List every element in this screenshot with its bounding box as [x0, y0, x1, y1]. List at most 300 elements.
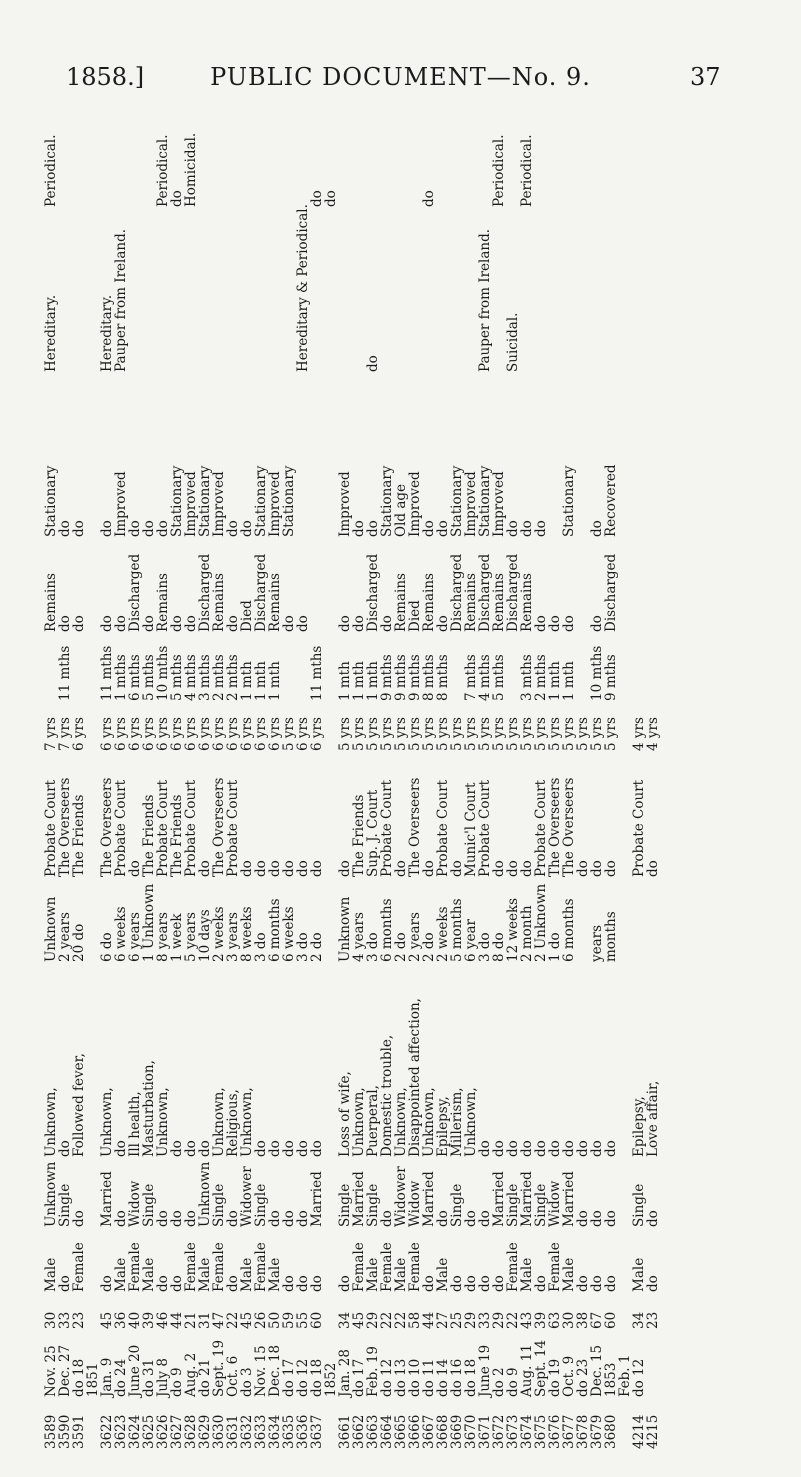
cell-age: 22 — [505, 1311, 521, 1329]
cell-age: 29 — [463, 1311, 479, 1329]
cell-committed — [324, 757, 338, 877]
cell-sex: do — [295, 1275, 311, 1292]
cell-number: 3635 — [281, 1414, 297, 1449]
cell-class — [72, 7, 86, 207]
cell-number: 3661 — [337, 1414, 353, 1449]
cell-age: 30 — [43, 1311, 59, 1329]
cell-civil: do — [225, 1210, 241, 1227]
cell-civil: do — [645, 1210, 661, 1227]
cell-cause: do — [267, 1140, 283, 1157]
cell-state: Improved — [113, 471, 129, 537]
cell-time: 6 yrs — [239, 717, 255, 751]
column-number — [44, 1394, 660, 1449]
cell-date: Jan. 9 — [99, 1357, 115, 1397]
cell-number: 3679 — [589, 1414, 605, 1449]
cell-months: 2 mths — [225, 654, 241, 701]
cell-months: 2 mths — [533, 654, 549, 701]
cell-time: 5 yrs — [575, 717, 591, 751]
cell-cause: do — [575, 1140, 591, 1157]
cell-condition: do — [295, 615, 311, 632]
cell-months — [72, 637, 86, 701]
cell-civil: Single — [337, 1183, 353, 1227]
cell-date: do 14 — [435, 1358, 451, 1397]
cell-time: 6 yrs — [99, 717, 115, 751]
cell-state — [86, 442, 100, 537]
cell-age: 34 — [337, 1311, 353, 1329]
cell-time: 5 yrs — [281, 717, 297, 751]
cell-committed: Sup. J. Court — [365, 789, 381, 877]
cell-age: 25 — [449, 1311, 465, 1329]
cell-state: Improved — [407, 471, 423, 537]
cell-class — [338, 7, 352, 207]
cell-number — [86, 1394, 100, 1449]
cell-cause: Epilepsy, — [631, 1096, 647, 1157]
cell-committed: Probate Court — [113, 779, 129, 877]
cell-state — [548, 442, 562, 537]
cell-condition: Remains — [393, 573, 409, 632]
cell-civil: do — [589, 1210, 605, 1227]
cell-time: 5 yrs — [365, 717, 381, 751]
cell-class: Periodical. — [491, 134, 507, 207]
cell-class — [534, 7, 548, 207]
cell-date: do 23 — [575, 1358, 591, 1397]
cell-committed: do — [603, 860, 619, 877]
cell-time: 5 yrs — [603, 717, 619, 751]
cell-cause — [86, 967, 100, 1157]
cell-age: 33 — [57, 1311, 73, 1329]
cell-time — [618, 705, 632, 751]
cell-sex: do — [99, 1275, 115, 1292]
cell-committed: The Overseers — [57, 777, 73, 877]
cell-date: 1851 — [85, 1362, 101, 1397]
cell-condition: Died — [407, 600, 423, 632]
cell-number: 3625 — [141, 1414, 157, 1449]
cell-committed: The Overseers — [561, 777, 577, 877]
cell-cause: Puerperal, — [365, 1085, 381, 1157]
cell-state: do — [155, 520, 171, 537]
cell-months: 10 mths — [589, 645, 605, 701]
column-age — [44, 1297, 660, 1329]
cell-state: do — [99, 520, 115, 537]
cell-number: 3677 — [561, 1414, 577, 1449]
cell-civil — [618, 1161, 632, 1227]
cell-duration: 8 years — [155, 912, 171, 962]
cell-committed: do — [239, 860, 255, 877]
cell-state: do — [351, 520, 367, 537]
cell-months: 6 mths — [127, 654, 143, 701]
cell-committed: do — [393, 860, 409, 877]
cell-cause: Domestic trouble, — [379, 1034, 395, 1157]
cell-age: 29 — [365, 1311, 381, 1329]
cell-number — [324, 1394, 338, 1449]
cell-duration: 2 do — [421, 932, 437, 962]
cell-sex: Male — [267, 1257, 283, 1292]
cell-class — [268, 7, 282, 207]
cell-age: 39 — [141, 1311, 157, 1329]
cell-months: 7 mths — [463, 654, 479, 701]
cell-civil — [86, 1161, 100, 1227]
cell-months — [576, 637, 590, 701]
column-date — [44, 1335, 646, 1397]
cell-condition: do — [281, 615, 297, 632]
cell-committed: do — [281, 860, 297, 877]
cell-sex: Female — [379, 1242, 395, 1292]
cell-cause: Unknown, — [155, 1087, 171, 1157]
cell-date: do 11 — [421, 1358, 437, 1397]
cell-date: do 17 — [351, 1358, 367, 1397]
cell-sex: Female — [253, 1242, 269, 1292]
cell-civil: Widower — [393, 1166, 409, 1227]
cell-class — [198, 7, 212, 207]
cell-state: Improved — [491, 471, 507, 537]
cell-state: do — [589, 520, 605, 537]
cell-age: 58 — [407, 1311, 423, 1329]
cell-time: 6 yrs — [295, 717, 311, 751]
cell-number: 3662 — [351, 1414, 367, 1449]
cell-age: 59 — [281, 1311, 297, 1329]
cell-time: 6 yrs — [211, 717, 227, 751]
cell-sex: Female — [351, 1242, 367, 1292]
cell-committed: The Friends — [141, 794, 157, 877]
cell-date: do 18 — [71, 1358, 87, 1397]
cell-date: do 21 — [197, 1358, 213, 1397]
cell-number: 3633 — [253, 1414, 269, 1449]
cell-number: 3589 — [43, 1414, 59, 1449]
cell-class — [282, 7, 296, 207]
cell-sex: do — [449, 1275, 465, 1292]
cell-state: Improved — [183, 471, 199, 537]
cell-time: 5 yrs — [337, 717, 353, 751]
cell-time: 5 yrs — [477, 717, 493, 751]
cell-civil: Married — [309, 1171, 325, 1227]
cell-date: Nov. 15 — [253, 1345, 269, 1397]
cell-duration: 1 do — [547, 932, 563, 962]
cell-committed: do — [589, 860, 605, 877]
cell-number: 3636 — [295, 1414, 311, 1449]
cell-state: Improved — [211, 471, 227, 537]
cell-age: 47 — [211, 1311, 227, 1329]
cell-sex: do — [225, 1275, 241, 1292]
cell-state: Improved — [463, 471, 479, 537]
cell-sex: do — [281, 1275, 297, 1292]
cell-form: Pauper from Ireland. — [477, 228, 493, 372]
cell-duration: 3 do — [477, 932, 493, 962]
cell-duration: 2 do — [309, 932, 325, 962]
header-page-number: 37 — [690, 63, 721, 91]
cell-date: do 18 — [463, 1358, 479, 1397]
cell-time: 5 yrs — [561, 717, 577, 751]
cell-cause: Unknown, — [43, 1087, 59, 1157]
cell-committed: The Friends — [71, 794, 87, 877]
cell-months: 9 mths — [603, 654, 619, 701]
cell-months: 11 mths — [57, 645, 73, 701]
cell-duration: months — [603, 911, 619, 962]
cell-duration: 20 do — [71, 923, 87, 962]
cell-time: 5 yrs — [379, 717, 395, 751]
cell-sex: do — [337, 1275, 353, 1292]
cell-number: 3630 — [211, 1414, 227, 1449]
cell-cause: Millerism, — [449, 1087, 465, 1157]
cell-committed: Probate Court — [379, 779, 395, 877]
cell-date: Oct. 9 — [561, 1355, 577, 1397]
cell-condition — [86, 542, 100, 632]
cell-condition: Remains — [267, 573, 283, 632]
cell-months: 8 mths — [421, 654, 437, 701]
cell-sex: Female — [547, 1242, 563, 1292]
cell-age: 33 — [477, 1311, 493, 1329]
cell-number: 3676 — [547, 1414, 563, 1449]
cell-age: 40 — [127, 1311, 143, 1329]
cell-duration: 3 do — [295, 932, 311, 962]
cell-sex: do — [477, 1275, 493, 1292]
cell-months: 3 mths — [197, 654, 213, 701]
cell-civil: Single — [211, 1183, 227, 1227]
cell-time: 5 yrs — [393, 717, 409, 751]
cell-time: 5 yrs — [547, 717, 563, 751]
cell-months: 1 mth — [337, 661, 353, 701]
cell-committed: Munic'l Court — [463, 782, 479, 877]
cell-condition — [324, 542, 338, 632]
cell-age: 45 — [99, 1311, 115, 1329]
cell-months: 11 mths — [99, 645, 115, 701]
cell-civil: Single — [253, 1183, 269, 1227]
cell-state: Recovered — [603, 464, 619, 537]
cell-state: do — [71, 520, 87, 537]
cell-cause: Masturbation, — [141, 1060, 157, 1157]
cell-duration: 3 do — [365, 932, 381, 962]
cell-class — [366, 7, 380, 207]
cell-state: do — [519, 520, 535, 537]
cell-condition: Died — [239, 600, 255, 632]
cell-age — [618, 1297, 632, 1329]
cell-months: 1 mth — [253, 661, 269, 701]
cell-condition: do — [99, 615, 115, 632]
cell-form: Pauper from Ireland. — [113, 228, 129, 372]
cell-condition: Remains — [155, 573, 171, 632]
cell-civil: Unknown — [43, 1161, 59, 1227]
cell-date: Jan. 28 — [337, 1349, 353, 1397]
column-cause — [44, 967, 660, 1157]
cell-class — [226, 7, 240, 207]
cell-cause: Unknown, — [211, 1087, 227, 1157]
cell-committed — [618, 757, 632, 877]
cell-sex — [86, 1232, 100, 1292]
cell-duration: 6 weeks — [281, 906, 297, 962]
cell-state: Stationary — [43, 465, 59, 537]
cell-number: 3637 — [309, 1414, 325, 1449]
cell-state: do — [225, 520, 241, 537]
cell-condition: do — [435, 615, 451, 632]
cell-class — [604, 7, 618, 207]
cell-class: do — [323, 190, 339, 207]
cell-age: 27 — [435, 1311, 451, 1329]
cell-age: 63 — [547, 1311, 563, 1329]
cell-date: Dec. 15 — [589, 1344, 605, 1397]
cell-committed: do — [645, 860, 661, 877]
cell-civil: do — [603, 1210, 619, 1227]
cell-civil — [324, 1161, 338, 1227]
cell-duration — [576, 880, 590, 962]
cell-number: 3671 — [477, 1414, 493, 1449]
cell-age: 46 — [155, 1311, 171, 1329]
cell-sex: do — [309, 1275, 325, 1292]
cell-sex: Male — [113, 1257, 129, 1292]
cell-class — [114, 7, 128, 207]
cell-age: 44 — [421, 1311, 437, 1329]
cell-state: do — [421, 520, 437, 537]
cell-condition: do — [561, 615, 577, 632]
cell-time: 6 yrs — [71, 717, 87, 751]
cell-class — [254, 7, 268, 207]
cell-time: 4 yrs — [631, 717, 647, 751]
cell-condition: Remains — [211, 573, 227, 632]
cell-cause — [324, 967, 338, 1157]
cell-duration — [324, 880, 338, 962]
cell-date: do 17 — [281, 1358, 297, 1397]
cell-time: 5 yrs — [435, 717, 451, 751]
cell-age: 60 — [603, 1311, 619, 1329]
cell-months: 1 mth — [561, 661, 577, 701]
cell-form: do — [365, 355, 381, 372]
cell-months: 4 mths — [183, 654, 199, 701]
cell-number: 3634 — [267, 1414, 283, 1449]
cell-number: 3670 — [463, 1414, 479, 1449]
column-class — [44, 7, 632, 207]
cell-number: 3623 — [113, 1414, 129, 1449]
cell-time — [324, 705, 338, 751]
cell-committed: Probate Court — [477, 779, 493, 877]
cell-class — [394, 7, 408, 207]
cell-sex: Female — [505, 1242, 521, 1292]
cell-state: Stationary — [281, 465, 297, 537]
cell-date: do 24 — [113, 1358, 129, 1397]
cell-number: 3591 — [71, 1414, 87, 1449]
cell-duration: 6 months — [379, 898, 395, 962]
cell-duration: Unknown — [337, 896, 353, 962]
cell-committed: do — [449, 860, 465, 877]
cell-condition: Discharged — [253, 553, 269, 632]
cell-civil: Married — [99, 1171, 115, 1227]
cell-age: 34 — [631, 1311, 647, 1329]
cell-time: 6 yrs — [309, 717, 325, 751]
cell-civil: Widower — [239, 1166, 255, 1227]
cell-date: do 18 — [309, 1358, 325, 1397]
cell-number: 3626 — [155, 1414, 171, 1449]
cell-condition: Remains — [421, 573, 437, 632]
cell-time: 5 yrs — [463, 717, 479, 751]
cell-date: Nov. 25 — [43, 1345, 59, 1397]
cell-class — [618, 7, 632, 207]
cell-duration: 4 years — [351, 912, 367, 962]
cell-date: do 3 — [239, 1367, 255, 1397]
cell-sex: Male — [393, 1257, 409, 1292]
cell-date: Aug. 2 — [183, 1352, 199, 1397]
cell-sex: Male — [519, 1257, 535, 1292]
cell-civil: Widow — [547, 1180, 563, 1227]
cell-time: 7 yrs — [43, 717, 59, 751]
cell-time: 5 yrs — [421, 717, 437, 751]
cell-class — [240, 7, 254, 207]
cell-date: do 9 — [505, 1367, 521, 1397]
cell-number: 3622 — [99, 1414, 115, 1449]
cell-committed: Probate Court — [435, 779, 451, 877]
cell-cause: Ill health, — [127, 1091, 143, 1157]
cell-duration: 2 weeks — [211, 906, 227, 962]
cell-state: do — [435, 520, 451, 537]
cell-civil: do — [463, 1210, 479, 1227]
cell-civil: do — [113, 1210, 129, 1227]
cell-number: 4214 — [631, 1414, 647, 1449]
cell-sex: do — [491, 1275, 507, 1292]
cell-condition: do — [533, 615, 549, 632]
cell-number — [618, 1394, 632, 1449]
cell-sex: Female — [407, 1242, 423, 1292]
cell-age: 30 — [561, 1311, 577, 1329]
cell-class: do — [421, 190, 437, 207]
cell-duration: 1 week — [169, 913, 185, 962]
cell-class — [590, 7, 604, 207]
cell-number: 3628 — [183, 1414, 199, 1449]
cell-age: 55 — [295, 1311, 311, 1329]
cell-condition: do — [169, 615, 185, 632]
cell-condition: Remains — [43, 573, 59, 632]
cell-civil: do — [267, 1210, 283, 1227]
cell-date: do 31 — [141, 1358, 157, 1397]
cell-months — [296, 637, 310, 701]
cell-number: 3664 — [379, 1414, 395, 1449]
cell-number: 3663 — [365, 1414, 381, 1449]
cell-committed — [86, 757, 100, 877]
cell-cause: Unknown, — [421, 1087, 437, 1157]
cell-condition: do — [57, 615, 73, 632]
cell-time: 6 yrs — [169, 717, 185, 751]
cell-date: do 16 — [449, 1358, 465, 1397]
cell-sex: Male — [141, 1257, 157, 1292]
cell-class — [142, 7, 156, 207]
cell-age: 44 — [169, 1311, 185, 1329]
column-state — [44, 442, 618, 537]
cell-class — [86, 7, 100, 207]
cell-civil: do — [281, 1210, 297, 1227]
cell-civil: Single — [505, 1183, 521, 1227]
cell-form: Hereditary. — [43, 294, 59, 372]
cell-cause: Disappointed affection, — [407, 998, 423, 1157]
cell-months: 5 mths — [491, 654, 507, 701]
cell-condition: do — [337, 615, 353, 632]
cell-civil: do — [575, 1210, 591, 1227]
cell-committed: do — [337, 860, 353, 877]
cell-duration: 6 months — [267, 898, 283, 962]
cell-state — [576, 442, 590, 537]
column-duration — [44, 880, 618, 962]
cell-date: do 2 — [491, 1367, 507, 1397]
cell-class — [562, 7, 576, 207]
cell-cause: Epilepsy, — [435, 1096, 451, 1157]
cell-condition: do — [225, 615, 241, 632]
cell-months — [324, 637, 338, 701]
cell-class — [478, 7, 492, 207]
cell-time: 6 yrs — [127, 717, 143, 751]
cell-time: 5 yrs — [533, 717, 549, 751]
cell-class — [296, 7, 310, 207]
cell-civil: do — [295, 1210, 311, 1227]
cell-civil: Single — [533, 1183, 549, 1227]
cell-duration: 5 years — [183, 912, 199, 962]
cell-number: 3632 — [239, 1414, 255, 1449]
cell-age — [324, 1297, 338, 1329]
cell-age — [86, 1297, 100, 1329]
cell-number: 3675 — [533, 1414, 549, 1449]
